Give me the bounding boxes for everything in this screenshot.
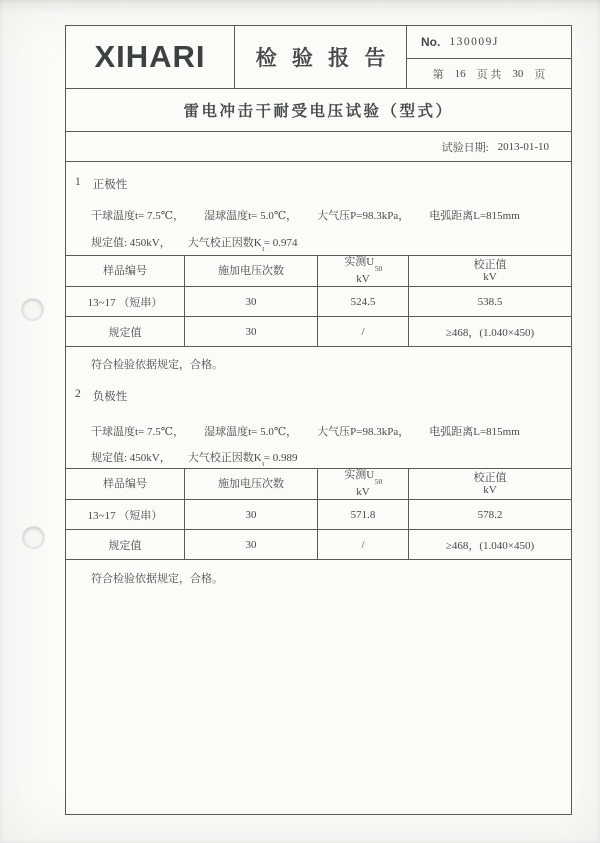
dry-bulb-temp: 干球温度t= 7.5℃， — [91, 210, 185, 222]
report-title: 检 验 报 告 — [235, 26, 407, 88]
cell-sample-id: 13~17 （短串） — [66, 500, 185, 529]
correction-factor-prefix: 大气校正因数K — [187, 237, 262, 249]
cell-applications: 30 — [185, 530, 318, 559]
cell-corrected: 578.2 — [477, 508, 503, 521]
test-date-label: 试验日期: — [441, 141, 489, 154]
col-voltage-applications: 施加电压次数 — [185, 256, 318, 286]
report-no-label: No. — [421, 35, 441, 49]
table-row — [66, 530, 571, 560]
test-title: 雷电冲击干耐受电压试验（型式） — [183, 103, 454, 120]
cell-measured: 524.5 — [318, 287, 409, 316]
section2-conclusion: 符合检验依据规定，合格。 — [91, 573, 223, 585]
section2-name: 负极性 — [92, 391, 128, 403]
correction-factor-sub: t — [262, 459, 265, 469]
report-header — [66, 26, 571, 89]
correction-factor-value: = 0.989 — [263, 452, 298, 464]
section2-spec-line — [91, 449, 298, 469]
section2-table — [66, 468, 571, 560]
corrected-label: 校正值 — [473, 471, 507, 484]
report-number-block — [407, 26, 571, 88]
correction-factor — [187, 449, 298, 469]
correction-factor-prefix: 大气校正因数K — [187, 452, 262, 464]
cell-spec-label: 规定值 — [66, 530, 185, 559]
section1-conditions — [91, 207, 520, 223]
col-corrected-value — [409, 469, 571, 499]
corrected-unit: kV — [483, 484, 497, 496]
report-no-row — [407, 26, 571, 59]
cell-measured: / — [318, 317, 409, 346]
table-header-row — [66, 256, 571, 287]
table-header-row — [66, 469, 571, 500]
specified-value: 规定值: 450kV， — [91, 237, 171, 249]
cell-sample-id: 13~17 （短串） — [66, 287, 185, 316]
col-measured-u50 — [318, 256, 409, 286]
col-voltage-applications: 施加电压次数 — [185, 469, 318, 499]
col-corrected-value — [409, 256, 571, 286]
cell-corrected: 538.5 — [477, 295, 503, 308]
correction-factor-value: = 0.974 — [263, 237, 298, 249]
test-date-value: 2013-01-10 — [497, 140, 549, 153]
section1-number: 1 — [75, 176, 81, 188]
dry-bulb-temp: 干球温度t= 7.5℃， — [91, 426, 185, 438]
u50-unit: kV — [356, 486, 370, 499]
section1-conclusion: 符合检验依据规定，合格。 — [91, 359, 223, 371]
page-word-of: 页 共 — [476, 68, 502, 81]
col-sample-id: 样品编号 — [66, 469, 185, 499]
col-sample-id: 样品编号 — [66, 256, 185, 286]
section2-number: 2 — [75, 388, 81, 400]
air-pressure: 大气压P=98.3kPa， — [317, 210, 410, 222]
correction-factor — [187, 234, 298, 254]
arc-distance: 电弧距离L=815mm — [429, 426, 520, 438]
air-pressure: 大气压P=98.3kPa， — [317, 426, 410, 438]
specified-value: 规定值: 450kV， — [91, 452, 171, 464]
page-current: 16 — [454, 67, 466, 80]
correction-factor-sub: t — [262, 244, 265, 254]
u50-prefix: 实测U — [344, 256, 375, 269]
test-date-row — [66, 132, 571, 162]
test-title-row — [66, 89, 571, 132]
cell-measured: / — [318, 530, 409, 559]
section1-name: 正极性 — [92, 179, 128, 191]
col-measured-u50 — [318, 469, 409, 499]
cell-corrected: ≥468，(1.040×450) — [445, 326, 535, 339]
cell-applications: 30 — [185, 317, 318, 346]
xihari-logo: XIHARI — [66, 26, 235, 88]
report-frame — [65, 25, 572, 815]
cell-spec-label: 规定值 — [66, 317, 185, 346]
wet-bulb-temp: 湿球温度t= 5.0℃， — [204, 426, 298, 438]
corrected-label: 校正值 — [473, 258, 507, 271]
cell-applications: 30 — [185, 287, 318, 316]
u50-unit: kV — [356, 273, 370, 286]
section1-spec-line — [91, 234, 298, 254]
page-word-ye: 页 — [534, 68, 546, 81]
wet-bulb-temp: 湿球温度t= 5.0℃， — [204, 210, 298, 222]
u50-prefix: 实测U — [344, 469, 375, 482]
table-row — [66, 287, 571, 317]
punch-hole-bottom — [23, 527, 44, 548]
cell-measured: 571.8 — [318, 500, 409, 529]
page-indicator — [407, 59, 571, 88]
cell-applications: 30 — [185, 500, 318, 529]
page-word-di: 第 — [432, 68, 444, 81]
table-row — [66, 317, 571, 347]
corrected-unit: kV — [483, 271, 497, 283]
table-row — [66, 500, 571, 530]
u50-sub: 50 — [374, 263, 383, 273]
section1-table — [66, 255, 571, 347]
cell-corrected: ≥468，(1.040×450) — [445, 539, 535, 552]
arc-distance: 电弧距离L=815mm — [429, 210, 520, 222]
section1-heading — [75, 176, 127, 192]
report-no-value: 130009J — [449, 36, 499, 48]
punch-hole-top — [22, 299, 43, 320]
u50-sub: 50 — [374, 476, 383, 486]
page-total: 30 — [512, 67, 524, 80]
section2-heading — [75, 388, 127, 404]
section2-conditions — [91, 423, 520, 439]
